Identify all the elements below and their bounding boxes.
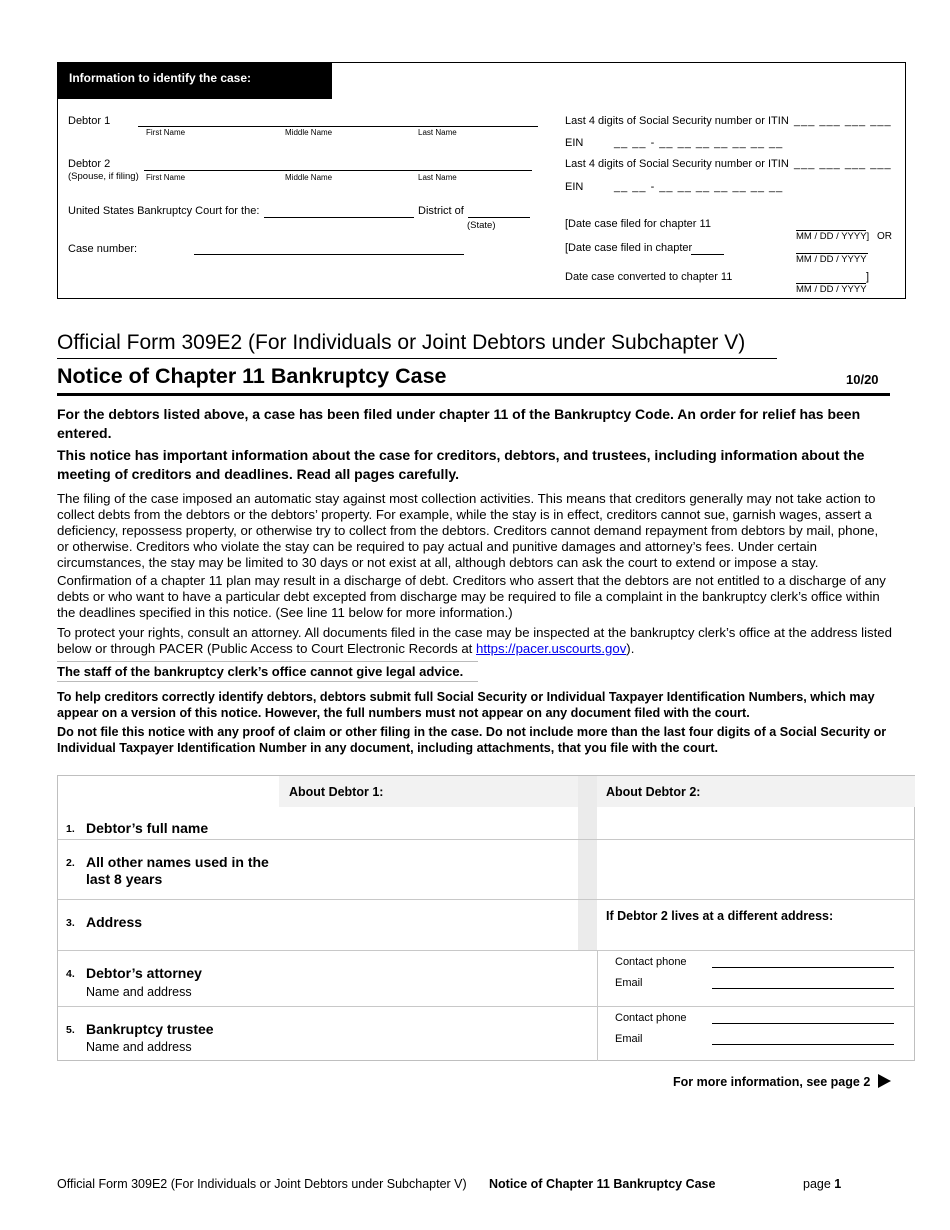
debtor1-ein-blanks[interactable]: __ __ - __ __ __ __ __ __ __	[614, 137, 784, 149]
other-names-label: All other names used in the	[86, 854, 269, 870]
attorney-email-field[interactable]	[712, 988, 894, 989]
other-names-label-line2: last 8 years	[86, 871, 163, 887]
form-name: Official Form 309E2 (For Individuals or Joint Debtors under Subchapter V)	[57, 331, 746, 354]
date-converted-bracket: ]	[866, 271, 870, 283]
form-revision-date: 10/20	[846, 372, 879, 387]
row-number: 5.	[66, 1024, 75, 1036]
debtor2-ssn-blanks[interactable]: ___ ___ ___ ___	[794, 158, 892, 170]
trustee-label: Bankruptcy trustee	[86, 1021, 214, 1037]
column-divider	[597, 950, 598, 1061]
page-title: Notice of Chapter 11 Bankruptcy Case	[57, 364, 447, 388]
ssn-paragraph: To help creditors correctly identify debtors, debtors submit full Social Security or Individual Taxpayer Identification Numbers, which may appear on a version of this notice. However, the full numbers must not appear on any document filed with the court.	[57, 690, 875, 720]
page-number: 1	[834, 1177, 842, 1191]
debtor1-middle-caption: Middle Name	[285, 128, 333, 137]
footer-page-number	[803, 1177, 841, 1191]
debtor1-name-field[interactable]	[138, 126, 538, 127]
debtor1-first-caption: First Name	[146, 128, 186, 137]
trustee-email-label: Email	[615, 1033, 643, 1045]
attorney-phone-field[interactable]	[712, 967, 894, 968]
state-caption: (State)	[467, 220, 496, 231]
footer-form-name: Official Form 309E2 (For Individuals or Joint Debtors under Subchapter V)	[57, 1177, 467, 1191]
date-converted-format: MM / DD / YYYY	[796, 284, 867, 295]
intro-paragraph-1: For the debtors listed above, a case has been filed under chapter 11 of the Bankruptcy Code. An order for relief has been entered.	[57, 406, 861, 441]
footer-notice-title: Notice of Chapter 11 Bankruptcy Case	[489, 1177, 716, 1191]
trustee-phone-label: Contact phone	[615, 1012, 687, 1024]
row-divider	[58, 950, 915, 951]
debtor1-ssn-label: Last 4 digits of Social Security number or ITIN	[565, 115, 789, 127]
row-number: 3.	[66, 917, 75, 929]
chapter-number-field[interactable]	[691, 254, 724, 255]
debtor2-first-caption: First Name	[146, 173, 186, 182]
full-name-label: Debtor’s full name	[86, 820, 209, 836]
date-filed-in-chapter-label: [Date case filed in chapter	[565, 242, 693, 254]
more-info-text: For more information, see page 2	[673, 1075, 871, 1089]
debtor2-label: Debtor 2	[68, 158, 111, 170]
automatic-stay-paragraph: The filing of the case imposed an automatic stay against most collection activities. This means that creditors generally may not take action to collect debts from the debtors or the debtors’ property. For example, while the stay is in effect, creditors cannot sue, garnish wages, assert a deficiency, repossess property, or otherwise try to collect from the debtors. Creditors cannot demand repayment from debtors by mail, phone, or otherwise. Creditors who violate the stay can be required to pay actual and punitive damages and attorney’s fees. Under certain circumstances, the stay may be limited to 30 days or not exist at all, although debtors can ask the court to extend or impose a stay.	[57, 491, 879, 570]
title-rule	[57, 393, 890, 396]
row-divider	[58, 899, 915, 900]
trustee-sublabel: Name and address	[86, 1040, 192, 1054]
row-divider	[58, 1006, 915, 1007]
debtor2-column-header: About Debtor 2:	[606, 785, 701, 799]
debtor1-ein-label: EIN	[565, 137, 584, 149]
attorney-phone-label: Contact phone	[615, 956, 687, 968]
trustee-phone-field[interactable]	[712, 1023, 894, 1024]
date-filed-ch11-label: [Date case filed for chapter 11	[565, 218, 711, 230]
debtor2-sublabel: (Spouse, if filing)	[68, 171, 139, 182]
address-label: Address	[86, 914, 143, 930]
debtor2-ssn-label: Last 4 digits of Social Security number or ITIN	[565, 158, 789, 170]
form-name-rule	[57, 358, 777, 359]
or-label: OR	[877, 231, 892, 242]
discharge-paragraph: Confirmation of a chapter 11 plan may result in a discharge of debt. Creditors who assert that the debtors are not entitled to a discharge of any debts or who want to have a particular debt excepted from discharge may be required to file a complaint in the bankruptcy clerk’s office within the deadlines specified in this notice. (See line 11 below for more information.)	[57, 573, 886, 620]
case-number-label: Case number:	[68, 243, 138, 255]
attorney-label: Debtor’s attorney	[86, 965, 202, 981]
district-field[interactable]	[468, 217, 530, 218]
case-number-field[interactable]	[194, 254, 464, 255]
case-box-header: Information to identify the case:	[58, 63, 332, 99]
row-divider	[58, 839, 915, 840]
date-filed-in-chapter-format: MM / DD / YYYY	[796, 254, 867, 265]
court-label: United States Bankruptcy Court for the:	[68, 205, 260, 217]
debtor1-last-caption: Last Name	[418, 128, 457, 137]
debtor-info-table	[57, 775, 915, 1061]
next-page-arrow-icon[interactable]	[878, 1074, 891, 1088]
table-corner	[58, 776, 279, 807]
date-filed-ch11-format: MM / DD / YYYY]	[796, 231, 870, 242]
debtor2-ein-label: EIN	[565, 181, 584, 193]
debtor1-label: Debtor 1	[68, 115, 111, 127]
rights-paragraph-end: ).	[626, 641, 635, 656]
attorney-email-label: Email	[615, 977, 643, 989]
staff-note: The staff of the bankruptcy clerk’s office cannot give legal advice.	[57, 661, 478, 682]
do-not-file-paragraph: Do not file this notice with any proof of claim or other filing in the case. Do not include more than the last four digits of a Social Security or Individual Taxpayer Identification Number in any document, including attachments, that you file with the court.	[57, 725, 887, 755]
debtor2-middle-caption: Middle Name	[285, 173, 333, 182]
debtor1-column-header: About Debtor 1:	[289, 785, 384, 799]
debtor2-name-field[interactable]	[144, 170, 532, 171]
pacer-link[interactable]: https://pacer.uscourts.gov	[476, 641, 627, 656]
rights-paragraph	[57, 625, 893, 657]
attorney-sublabel: Name and address	[86, 985, 192, 999]
intro-paragraph-2: This notice has important information about the case for creditors, debtors, and trustees, including information about the meeting of creditors and deadlines. Read all pages carefully.	[57, 447, 865, 482]
table-gutter-shade	[578, 776, 597, 950]
debtor2-ein-blanks[interactable]: __ __ - __ __ __ __ __ __ __	[614, 181, 784, 193]
rights-paragraph-text: To protect your rights, consult an attorney. All documents filed in the case may be inspected at the bankruptcy clerk’s office at the address listed below or through PACER (Public Access to Court Electronic Records at	[57, 625, 892, 656]
date-converted-label: Date case converted to chapter 11	[565, 271, 733, 283]
district-label: District of	[418, 205, 464, 217]
debtor2-last-caption: Last Name	[418, 173, 457, 182]
row-number: 1.	[66, 823, 75, 835]
trustee-email-field[interactable]	[712, 1044, 894, 1045]
row-number: 2.	[66, 857, 75, 869]
court-field[interactable]	[264, 217, 414, 218]
debtor2-address-note: If Debtor 2 lives at a different address:	[606, 909, 834, 923]
page-label: page	[803, 1177, 831, 1191]
row-number: 4.	[66, 968, 75, 980]
case-identification-box	[57, 62, 906, 299]
debtor1-ssn-blanks[interactable]: ___ ___ ___ ___	[794, 115, 892, 127]
